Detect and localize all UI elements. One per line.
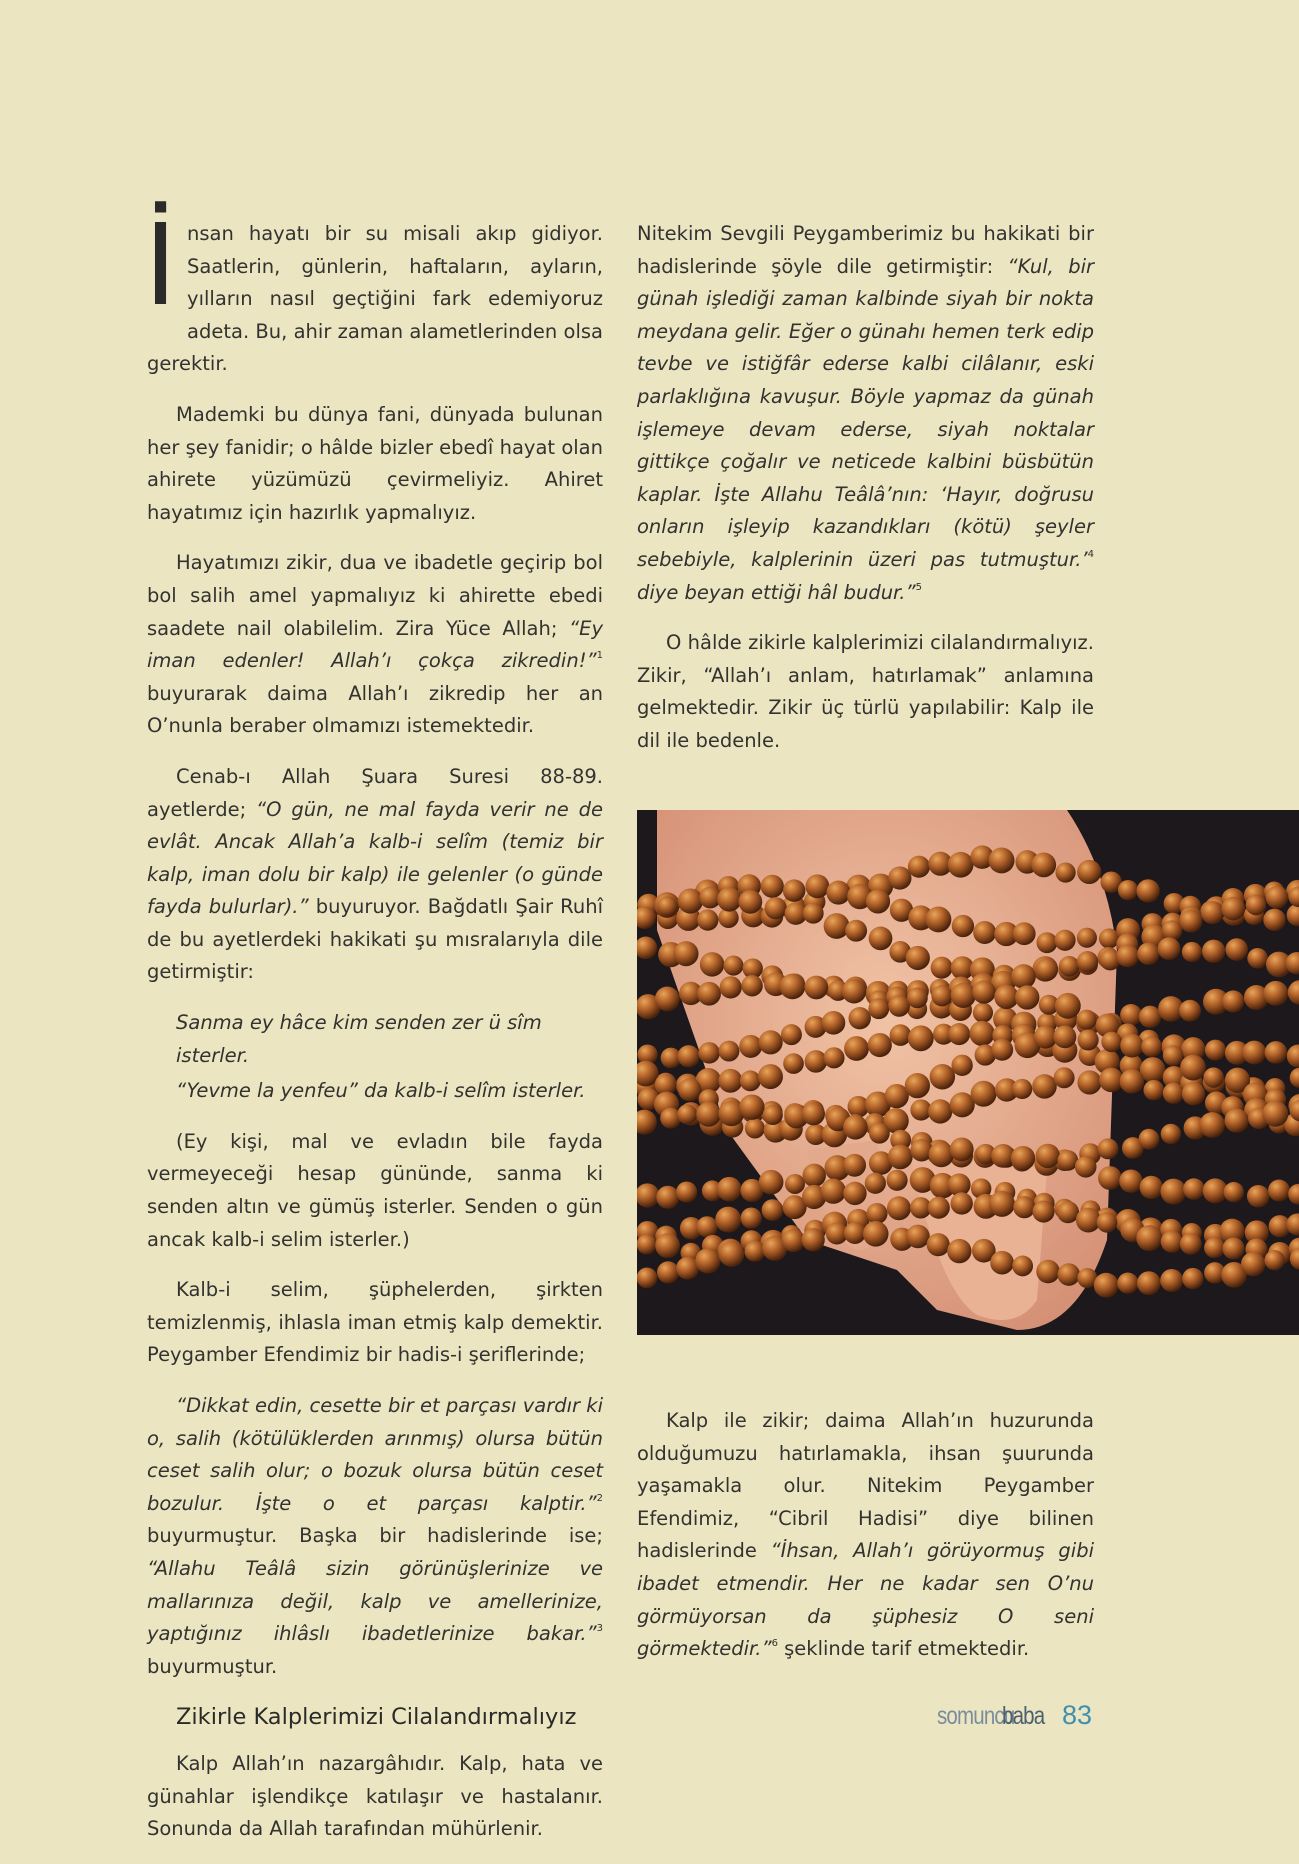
bead <box>1224 1182 1244 1202</box>
paragraph-2: Mademki bu dünya fani, dünyada bulunan her şey fanidir; o hâlde bizler ebedî hayat olan ahirete yüzümüzü çevirmeliyiz. Ahiret hayatımız için hazırlık yapmalıyız. <box>147 402 603 524</box>
bead <box>1013 922 1036 945</box>
bead <box>994 985 1018 1009</box>
bead <box>1222 897 1246 921</box>
bead <box>991 1039 1013 1061</box>
bead <box>1098 1166 1122 1190</box>
bead <box>990 1251 1014 1275</box>
bead <box>845 920 867 942</box>
bead <box>1224 1108 1248 1132</box>
bead <box>783 1053 804 1074</box>
bead <box>951 983 976 1008</box>
bead <box>1012 1079 1032 1099</box>
bead <box>696 1216 717 1237</box>
paragraph-11: Kalp ile zikir; daima Allah’ın huzurunda olduğumuzu hatırlamakla, ihsan şuurunda yaşamakla olur. Nitekim Peygamber Efendimiz, “Cibril Hadisi” diye bilinen hadislerinde “İhsan, Allah’ı görüyormuş gibi ibadet etmendir. Her ne kadar sen O’nu görmüyorsan da şüphesiz O seni görmektedir.”$^6$ şeklinde tarif etmektedir. <box>637 1409 1094 1661</box>
bead <box>1182 942 1202 962</box>
paragraph-1: İnsan hayatı bir su misali akıp gidiyor. Saatlerin, günlerin, haftaların, ayların, yılların nasıl geçtiğini fark edemiyoruz adeta. Bu, ahir zaman alametlerinden olsa gerektir. <box>144 201 603 376</box>
bead <box>1263 981 1288 1006</box>
bead <box>1143 1080 1164 1101</box>
bead <box>1032 1074 1057 1099</box>
paragraph-5: (Ey kişi, mal ve evladın bile fayda vermeyeceği hesap gününde, sanma ki senden altın ve gümüş isterler. Senden o gün ancak kalb-i selim isterler.) <box>147 1129 603 1251</box>
bead <box>657 1261 679 1283</box>
bead <box>739 1035 762 1058</box>
bead <box>740 1070 761 1091</box>
bead <box>908 856 930 878</box>
bead <box>1162 920 1182 940</box>
bead <box>783 879 806 902</box>
bead <box>782 1229 805 1252</box>
bead <box>844 1036 869 1061</box>
bead <box>700 952 725 977</box>
bead <box>1139 1129 1160 1150</box>
paragraph-7: “Dikkat edin, cesette bir et parçası vardır ki o, salih (kötülüklerden arınmış) olursa bütün ceset salih olur; o bozuk olursa bütün ceset bozulur. İşte o et parçası kalptir.”$^2$ buyurmuştur. Başka bir hadislerinde ise; “Allahu Teâlâ sizin görünüşlerinize ve mallarınıza değil, kalp ve amellerinize, yaptığınız ihlâslı ibadetlerinize bakar.”$^3$ buyurmuştur. <box>147 1394 603 1678</box>
footnote-ref: 5 <box>915 581 922 593</box>
bead <box>906 946 930 970</box>
bead <box>905 1073 930 1098</box>
bead <box>1179 910 1202 933</box>
page-footer <box>920 1700 1092 1734</box>
bead <box>678 1078 701 1101</box>
bead <box>673 941 698 966</box>
bead <box>802 1164 825 1187</box>
bead <box>1161 1231 1183 1253</box>
footnote-ref: 1 <box>596 650 603 662</box>
bead <box>1056 862 1076 882</box>
bead <box>657 896 677 916</box>
verse-line-1: Sanma ey hâce kim senden zer ü sîm isterler. <box>176 1011 542 1067</box>
bead <box>1262 1101 1288 1127</box>
bead <box>1161 1124 1181 1144</box>
bead <box>886 1170 907 1191</box>
bead <box>823 1047 844 1068</box>
bead <box>1097 1212 1118 1233</box>
bead <box>947 1239 971 1263</box>
bead <box>1036 1144 1060 1168</box>
bead <box>762 1199 784 1221</box>
bead <box>1163 1083 1184 1104</box>
brand-logo-part-1: somuncu <box>936 1702 1015 1730</box>
bead <box>1247 1185 1270 1208</box>
footnote-ref: 6 <box>771 1638 778 1650</box>
bead <box>824 913 850 939</box>
bead <box>715 1207 741 1233</box>
bead <box>822 1011 846 1035</box>
bead <box>1098 1138 1119 1159</box>
bead <box>1036 932 1057 953</box>
bead <box>1012 1256 1033 1277</box>
bead <box>717 887 741 911</box>
bead <box>1078 1029 1099 1050</box>
bead <box>804 976 828 1000</box>
bead <box>821 1179 846 1204</box>
bead <box>698 1042 720 1064</box>
bead <box>843 1182 866 1205</box>
paragraph-3: Hayatımızı zikir, dua ve ibadetle geçirip bol bol salih amel yapmalıyız ki ahirette ebedi saadete nail olabilelim. Zira Yüce Allah; “Ey iman edenler! Allah’ı çokça zikredin!”$^1$ buyurarak daima Allah’ı zikredip her an O’nunla beraber olmamızı istemektedir. <box>147 551 603 738</box>
bead <box>1247 948 1268 969</box>
bead <box>637 1267 657 1288</box>
bead <box>843 1154 866 1177</box>
bead <box>907 988 928 1009</box>
bead <box>1119 1169 1142 1192</box>
bead <box>1242 1041 1266 1065</box>
bead <box>1140 1176 1163 1199</box>
bead <box>1117 1273 1138 1294</box>
bead <box>948 1023 970 1045</box>
paragraph-10: O hâlde zikirle kalplerimizi cilalandırmalıyız. Zikir, “Allah’ı anlam, hatırlamak” anlamına gelmektedir. Zikir üç türlü yapılabilir: Kalp ile dil ile bedenle. <box>637 631 1094 752</box>
bead <box>1077 928 1097 948</box>
bead <box>1136 1225 1162 1251</box>
bead <box>805 1050 828 1073</box>
bead <box>1013 1196 1035 1218</box>
bead <box>1120 1034 1144 1058</box>
bead <box>869 1123 890 1144</box>
bead <box>741 975 762 996</box>
paragraph-6: Kalb-i selim, şüphelerden, şirkten temizlenmiş, ihlasla iman etmiş kalp demektir. Peygamber Efendimiz bir hadis-i şeriflerinde; <box>147 1278 603 1367</box>
bead <box>1137 943 1159 965</box>
bead <box>890 1024 912 1046</box>
bead <box>842 979 866 1003</box>
bead <box>637 1234 657 1254</box>
bead <box>1120 1069 1144 1093</box>
bead <box>1077 951 1098 972</box>
bead <box>1203 1067 1223 1087</box>
drop-cap: İ <box>144 201 178 331</box>
bead <box>1076 1010 1096 1030</box>
bead <box>1015 985 1039 1009</box>
bead <box>761 875 784 898</box>
bead <box>1182 1082 1205 1105</box>
bead <box>950 1137 974 1161</box>
bead <box>1222 990 1244 1012</box>
bead <box>930 1064 955 1089</box>
bead <box>1137 879 1160 902</box>
bead <box>926 907 952 933</box>
bead <box>1137 1271 1161 1295</box>
bead <box>720 976 742 998</box>
bead <box>1263 909 1285 931</box>
paragraph-8: Kalp Allah’ın nazargâhıdır. Kalp, hata ve günahlar işlendikçe katılaşır ve hastalanır. Sonunda da Allah tarafından mühürlenir. <box>147 1751 603 1841</box>
bead <box>739 1094 764 1119</box>
bead <box>951 1055 972 1076</box>
paragraph-9: Nitekim Sevgili Peygamberimiz bu hakikati bir hadislerinde şöyle dile getirmiştir: “Kul, bir günah işlediği zaman kalbinde siyah bir nokta meydana gelir. Eğer o günahı hemen terk edip tevbe ve istiğfâr ederse kalbi cilâlanır, eski parlaklığına kavuşur. Böyle yapmaz da günah işlemeye devam ederse, siyah noktalar gittikçe çoğalır ve neticede kalbini büsbütün kaplar. İşte Allahu Teâlâ’nın: ‘Hayır, doğrusu onların işleyip kazandıkları (kötü) şeyler sebebiyle, kalplerinin üzeri pas tutmuştur.’$^4$ diye beyan ettiği hâl budur.”$^5$ <box>637 222 1095 604</box>
bead <box>1116 945 1139 968</box>
bead <box>1202 940 1225 963</box>
bead <box>677 1104 697 1124</box>
bead <box>826 881 850 905</box>
right-column <box>637 218 1094 776</box>
bead <box>908 1025 934 1051</box>
bead <box>1205 1040 1226 1061</box>
bead <box>951 1192 973 1214</box>
bead <box>1201 901 1224 924</box>
bead <box>844 1222 866 1244</box>
bead <box>906 1225 930 1249</box>
left-column <box>144 201 603 1864</box>
bead <box>1031 853 1056 878</box>
bead <box>887 1196 911 1220</box>
bead <box>1054 930 1075 951</box>
bead <box>1204 1237 1225 1258</box>
bead <box>928 1099 952 1123</box>
bead <box>697 909 718 930</box>
bead <box>678 1045 700 1067</box>
page-number: 83 <box>1061 1700 1092 1730</box>
bead <box>696 1102 721 1127</box>
bead <box>802 1102 825 1125</box>
bead <box>723 956 743 976</box>
bead <box>866 1203 887 1224</box>
bead <box>655 987 680 1012</box>
bead <box>678 888 703 913</box>
bead <box>781 1024 802 1045</box>
bead <box>928 1197 950 1219</box>
bead <box>1139 1006 1161 1028</box>
footnote-ref: 4 <box>1087 548 1094 560</box>
bead <box>866 889 890 913</box>
bead <box>948 852 974 878</box>
bead <box>719 1241 745 1267</box>
bead <box>1163 1045 1184 1066</box>
bead <box>1183 1178 1205 1200</box>
bead <box>745 1118 765 1138</box>
bead <box>1011 1146 1035 1170</box>
prayer-beads-photo <box>637 810 1299 1335</box>
bead <box>1141 1036 1162 1057</box>
bead <box>1101 1032 1122 1053</box>
bead <box>931 957 953 979</box>
bead <box>1223 1237 1245 1259</box>
bead <box>1058 1263 1081 1286</box>
bead <box>865 1173 886 1194</box>
bead <box>863 1221 889 1247</box>
bead <box>765 897 787 919</box>
bead <box>1241 1252 1265 1276</box>
bead <box>931 985 952 1006</box>
prayer-beads-illustration <box>637 810 1299 1335</box>
bead <box>1036 1260 1060 1284</box>
bead <box>869 927 893 951</box>
bead <box>989 1191 1015 1217</box>
bead <box>1158 937 1181 960</box>
bead <box>888 1145 913 1170</box>
bead <box>656 1186 679 1209</box>
right-column-bottom <box>637 1405 1094 1666</box>
bead <box>972 980 995 1003</box>
bead <box>1077 1070 1101 1094</box>
bead <box>888 995 909 1016</box>
footnote-ref: 2 <box>596 1492 603 1504</box>
bead <box>1118 880 1138 900</box>
bead <box>868 998 889 1019</box>
bead <box>1268 1180 1290 1202</box>
bead <box>738 890 762 914</box>
bead <box>1053 1025 1076 1048</box>
bead <box>1035 958 1058 981</box>
bead <box>763 1105 783 1125</box>
bead <box>1264 1250 1284 1270</box>
bead <box>695 1248 720 1273</box>
bead <box>849 1007 871 1029</box>
bead <box>805 874 829 898</box>
bead <box>973 1003 993 1023</box>
bead <box>759 1170 784 1195</box>
bead <box>973 921 996 944</box>
brand-logo-part-2: baba <box>1002 1702 1045 1730</box>
bead <box>1265 1041 1288 1064</box>
bead <box>868 1033 892 1057</box>
bead <box>676 1181 697 1202</box>
bead <box>719 1041 740 1062</box>
bead <box>802 1228 825 1251</box>
bead <box>1054 1067 1075 1088</box>
bead <box>655 1233 680 1258</box>
bead <box>1055 993 1081 1019</box>
bead <box>927 1233 950 1256</box>
bead <box>971 1081 997 1107</box>
bead <box>1225 938 1248 961</box>
bead <box>1160 1179 1186 1205</box>
bead <box>741 1207 762 1228</box>
bead <box>969 1021 994 1046</box>
bead <box>929 1142 954 1167</box>
bead <box>1011 964 1036 989</box>
bead <box>1094 1273 1119 1298</box>
bead <box>1099 928 1119 948</box>
bead <box>1180 1055 1206 1081</box>
bead <box>718 1069 742 1093</box>
bead <box>1057 1201 1079 1223</box>
bead <box>952 915 974 937</box>
bead <box>717 1177 742 1202</box>
bead <box>803 903 824 924</box>
section-subheading: Zikirle Kalplerimizi Cilalandırmalıyız <box>176 1704 577 1731</box>
bead <box>888 866 911 889</box>
bead <box>780 974 806 1000</box>
bead <box>1179 1000 1201 1022</box>
bead <box>989 847 1015 873</box>
bead <box>1199 1112 1225 1138</box>
bead <box>1075 1156 1097 1178</box>
bead <box>744 1241 765 1262</box>
bead <box>1182 1268 1203 1289</box>
paragraph-4: Cenab-ı Allah Şuara Suresi 88-89. ayetlerde; “O gün, ne mal fayda verir ne de evlât. Ancak Allah’a kalb-i selîm (temiz bir kalp, iman dolu bir kalp) ile gelenler (o günde fayda bulurlar).” buyuruyor. Bağdatlı Şair Ruhî de bu ayetlerdeki hakikati şu mısralarıyla dile getirmiştir: <box>147 764 603 984</box>
bead <box>1059 956 1080 977</box>
footnote-ref: 3 <box>596 1623 603 1635</box>
bead <box>1246 895 1267 916</box>
bead <box>697 982 721 1006</box>
bead <box>785 1174 805 1194</box>
bead <box>1120 1004 1142 1026</box>
bead <box>1077 860 1101 884</box>
bead <box>758 1064 783 1089</box>
bead <box>1032 1201 1054 1223</box>
bead <box>1266 886 1289 909</box>
bead <box>1160 1269 1183 1292</box>
bead <box>759 1030 783 1054</box>
verse-line-2: “Yevme la yenfeu” da kalb-i selîm isterler. <box>176 1079 586 1103</box>
bead <box>1180 1233 1202 1255</box>
bead <box>843 1115 868 1140</box>
